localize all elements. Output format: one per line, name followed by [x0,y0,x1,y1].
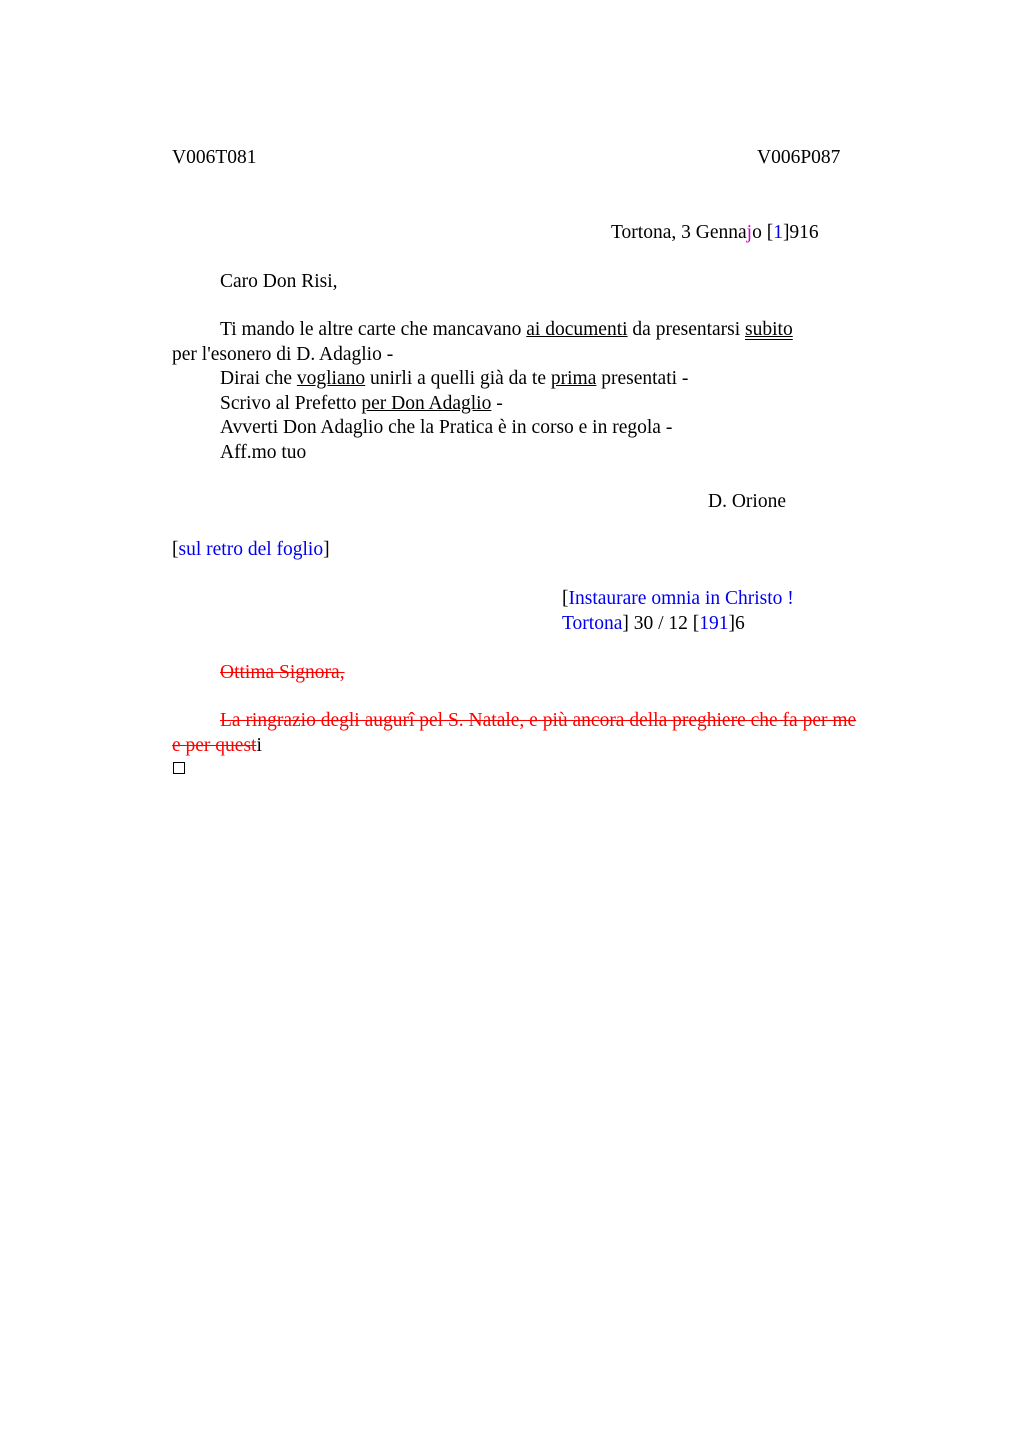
document-code-left: V006T081 [172,147,257,168]
underlined-text: ai documenti [526,319,628,340]
closing: Aff.mo tuo [220,442,307,463]
struck-text: e per quest [172,735,257,756]
date-correction: j [746,222,753,243]
double-underlined-text: subito [745,319,793,340]
paragraph-4: Avverti Don Adaglio che la Pratica è in corso e in regola - [220,417,673,438]
struck-text: Ottima Signora, [220,662,345,683]
verso-note [172,538,330,562]
letterhead-line-2 [562,612,745,636]
paragraph-1 [220,318,793,342]
trailing-letter: i [256,735,262,756]
bracket: ] [323,539,330,560]
text-span: da presentarsi [627,319,746,340]
text-span: Ti mando le altre carte che mancavano [220,319,527,340]
text-span: Scrivo al Prefetto [220,393,362,414]
salutation: Caro Don Risi, [220,271,338,292]
underlined-text: prima [550,368,597,389]
struck-paragraph [220,709,856,733]
date-part: ]916 [782,222,819,243]
letterhead-line-1 [562,587,794,611]
verso-date: ]6 [728,613,745,634]
paragraph-2 [220,367,688,391]
underlined-text: per Don Adaglio [361,393,492,414]
paragraph-3 [220,392,503,416]
date-editorial: 191 [699,613,729,634]
text-span: - [491,393,503,414]
struck-salutation [220,661,345,685]
text-span: unirli a quelli già da te [365,368,551,389]
paragraph-1-continued: per l'esonero di D. Adaglio - [172,344,394,365]
empty-box-icon [173,762,185,774]
letter-date [611,221,819,245]
struck-paragraph-continued [172,734,262,758]
signature: D. Orione [708,491,786,512]
text-span: Dirai che [220,368,297,389]
date-part: Tortona, 3 Genna [611,222,747,243]
date-editorial: 1 [773,222,783,243]
bracket: [ [562,588,569,609]
struck-text: La ringrazio degli augurî pel S. Natale, e più ancora della preghiere che fa per me [220,710,857,731]
text-span: presentati - [596,368,689,389]
underlined-text: vogliano [296,368,366,389]
date-part: o [ [752,222,774,243]
document-code-right: V006P087 [757,147,841,168]
letterhead-place: Tortona [562,613,623,634]
verso-date: ] 30 / 12 [ [622,613,700,634]
editorial-note: sul retro del foglio [178,539,324,560]
letterhead-motto: Instaurare omnia in Christo ! [568,588,794,609]
bracket: [ [172,539,179,560]
